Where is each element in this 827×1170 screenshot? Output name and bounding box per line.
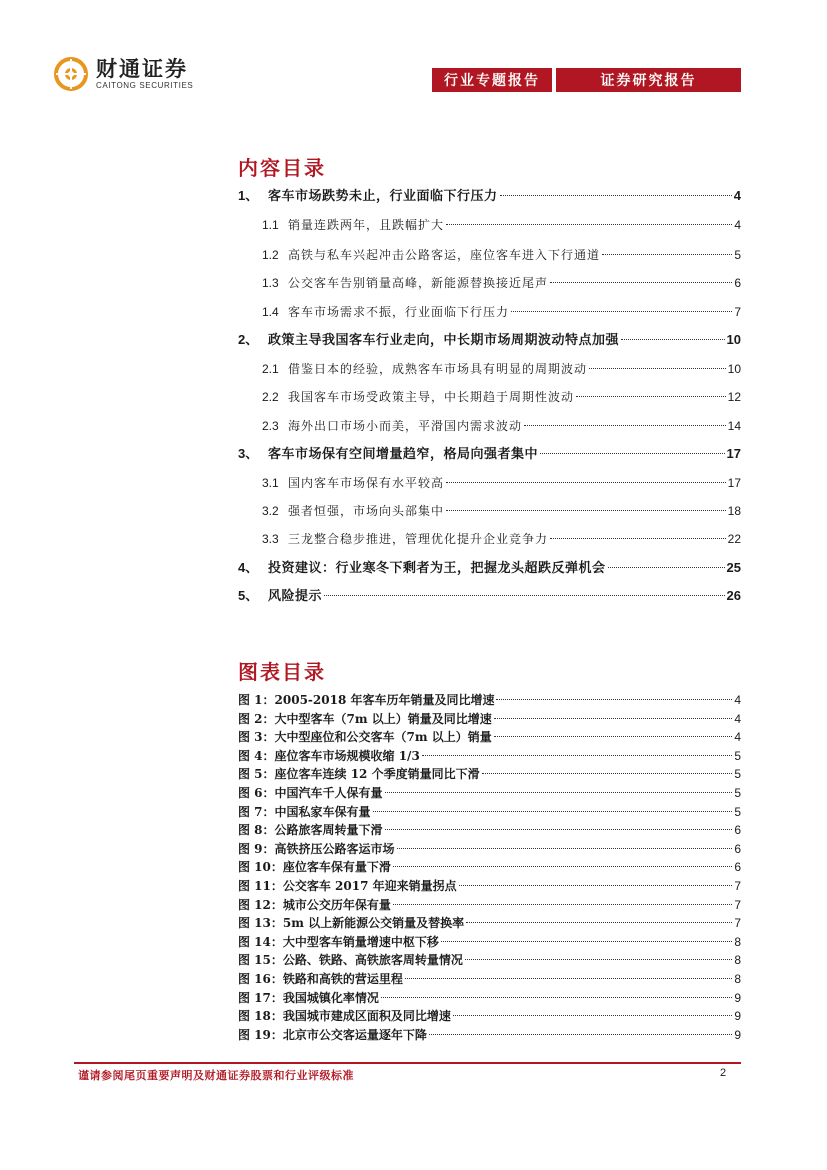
toc-entry[interactable] xyxy=(262,388,741,406)
figure-entry[interactable] xyxy=(238,952,741,968)
figure-entry-page: 5 xyxy=(734,767,741,781)
figure-entry-page: 9 xyxy=(734,1028,741,1042)
figure-entry-title: 图 5：座位客车连续 12 个季度销量同比下滑 xyxy=(238,767,480,781)
figure-entry-title: 图 10：座位客车保有量下滑 xyxy=(238,860,391,874)
toc-entry-number: 2.2 xyxy=(262,390,279,404)
figure-entry[interactable] xyxy=(238,915,741,931)
figure-leader-dots xyxy=(429,1034,732,1035)
toc-entry-page: 5 xyxy=(734,248,741,262)
toc-leader-dots xyxy=(446,510,726,511)
figure-leader-dots xyxy=(459,885,733,886)
figure-entry-page: 8 xyxy=(734,972,741,986)
figure-entry[interactable] xyxy=(238,766,741,782)
report-type-tag: 行业专题报告 xyxy=(432,68,552,92)
figure-entry-title: 图 14：大中型客车销量增速中枢下移 xyxy=(238,935,439,949)
toc-entry-number: 1.2 xyxy=(262,248,279,262)
figure-entry-title: 图 13：5m 以上新能源公交销量及替换率 xyxy=(238,916,465,930)
toc-leader-dots xyxy=(446,224,732,225)
figure-leader-dots xyxy=(494,736,733,737)
toc-entry[interactable] xyxy=(262,274,741,292)
toc-title: 内容目录 xyxy=(238,156,326,180)
figure-entry-title: 图 18：我国城市建成区面积及同比增速 xyxy=(238,1009,451,1023)
figure-entry-page: 9 xyxy=(734,1009,741,1023)
toc-entry-page: 12 xyxy=(727,390,741,404)
toc-leader-dots xyxy=(500,195,732,196)
toc-entry-number: 4、 xyxy=(238,560,259,575)
figure-entry-page: 7 xyxy=(734,916,741,930)
figure-leader-dots xyxy=(381,997,732,998)
figure-entry[interactable] xyxy=(238,1027,741,1043)
toc-entry-title: 公交客车告别销量高峰，新能源替换接近尾声 xyxy=(288,276,549,290)
toc-entry[interactable] xyxy=(238,445,741,463)
toc-entry-page: 17 xyxy=(726,446,741,461)
figure-leader-dots xyxy=(393,866,732,867)
toc-entry-page: 4 xyxy=(733,188,741,203)
figure-leader-dots xyxy=(422,755,733,756)
figure-entry[interactable] xyxy=(238,729,741,745)
toc-entry-title: 客车市场保有空间增量趋窄，格局向强者集中 xyxy=(268,447,539,462)
figure-entry-page: 6 xyxy=(734,823,741,837)
figure-entry-title: 图 12：城市公交历年保有量 xyxy=(238,898,391,912)
figure-entry-title: 图 9：高铁挤压公路客运市场 xyxy=(238,842,395,856)
toc-entry-page: 14 xyxy=(727,419,741,433)
figure-entry-title: 图 8：公路旅客周转量下滑 xyxy=(238,823,383,837)
logo-chinese-name: 财通证券 xyxy=(96,55,188,81)
figure-entry[interactable] xyxy=(238,748,741,764)
toc-leader-dots xyxy=(608,567,725,568)
toc-entry-title: 国内客车市场保有水平较高 xyxy=(288,476,445,490)
toc-entry[interactable] xyxy=(262,530,741,548)
toc-entry[interactable] xyxy=(262,360,741,378)
toc-entry-page: 6 xyxy=(734,276,741,290)
company-logo xyxy=(52,56,193,92)
toc-entry-page: 26 xyxy=(726,588,741,603)
toc-leader-dots xyxy=(602,254,732,255)
figure-leader-dots xyxy=(397,848,733,849)
toc-entry-title: 风险提示 xyxy=(268,589,323,604)
page-number: 2 xyxy=(720,1067,727,1079)
toc-entry[interactable] xyxy=(262,474,741,492)
toc-leader-dots xyxy=(324,595,725,596)
figure-leader-dots xyxy=(405,978,732,979)
toc-entry[interactable] xyxy=(238,331,741,349)
figure-entry-title: 图 4：座位客车市场规模收缩 1/3 xyxy=(238,749,420,763)
figure-entry[interactable] xyxy=(238,804,741,820)
toc-entry-title: 我国客车市场受政策主导，中长期趋于周期性波动 xyxy=(288,390,575,404)
figure-entry-page: 5 xyxy=(734,786,741,800)
figure-entry[interactable] xyxy=(238,971,741,987)
toc-entry-title: 海外出口市场小而美，平滑国内需求波动 xyxy=(288,419,523,433)
figure-leader-dots xyxy=(441,941,732,942)
figure-entry-page: 5 xyxy=(734,805,741,819)
toc-entry-number: 5、 xyxy=(238,588,259,603)
toc-entry-number: 3.3 xyxy=(262,532,279,546)
figure-entry[interactable] xyxy=(238,822,741,838)
figure-leader-dots xyxy=(453,1015,732,1016)
figure-entry[interactable] xyxy=(238,897,741,913)
toc-leader-dots xyxy=(511,311,732,312)
figure-leader-dots xyxy=(373,811,733,812)
toc-entry[interactable] xyxy=(262,303,741,321)
toc-entry[interactable] xyxy=(262,502,741,520)
report-category-tag: 证券研究报告 xyxy=(556,68,741,92)
logo-english-name: CAITONG SECURITIES xyxy=(96,80,194,90)
figure-entry-title: 图 6：中国汽车千人保有量 xyxy=(238,786,383,800)
figure-entry[interactable] xyxy=(238,990,741,1006)
figure-entry[interactable] xyxy=(238,711,741,727)
toc-entry-page: 7 xyxy=(734,305,741,319)
figure-leader-dots xyxy=(494,718,733,719)
figure-entry-page: 5 xyxy=(734,749,741,763)
figure-entry-page: 6 xyxy=(734,860,741,874)
toc-entry-number: 1.3 xyxy=(262,276,279,290)
toc-leader-dots xyxy=(589,368,726,369)
footer-divider xyxy=(74,1062,741,1064)
figure-entry-title: 图 2：大中型客车（7m 以上）销量及同比增速 xyxy=(238,712,492,726)
toc-entry-page: 4 xyxy=(734,218,741,232)
figure-leader-dots xyxy=(496,699,732,700)
figure-entry-title: 图 15：公路、铁路、高铁旅客周转量情况 xyxy=(238,953,463,967)
figure-entry[interactable] xyxy=(238,841,741,857)
toc-entry-title: 销量连跌两年，且跌幅扩大 xyxy=(288,218,445,232)
toc-entry-title: 客车市场需求不振，行业面临下行压力 xyxy=(288,305,510,319)
figure-entry-title: 图 11：公交客车 2017 年迎来销量拐点 xyxy=(238,879,457,893)
toc-entry-number: 1.4 xyxy=(262,305,279,319)
figure-entry-page: 8 xyxy=(734,953,741,967)
toc-entry-page: 10 xyxy=(726,332,741,347)
toc-entry-number: 2.3 xyxy=(262,419,279,433)
figure-entry-title: 图 19：北京市公交客运量逐年下降 xyxy=(238,1028,427,1042)
toc-entry-title: 投资建议：行业寒冬下剩者为王，把握龙头超跌反弹机会 xyxy=(268,561,606,576)
toc-leader-dots xyxy=(550,538,726,539)
figure-entry-page: 9 xyxy=(734,991,741,1005)
figure-entry-title: 图 3：大中型座位和公交客车（7m 以上）销量 xyxy=(238,730,492,744)
toc-entry-title: 政策主导我国客车行业走向，中长期市场周期波动特点加强 xyxy=(268,333,620,348)
toc-entry[interactable] xyxy=(238,587,741,605)
toc-entry-number: 3.2 xyxy=(262,504,279,518)
toc-leader-dots xyxy=(540,453,725,454)
toc-entry-number: 3、 xyxy=(238,446,259,461)
toc-leader-dots xyxy=(576,396,726,397)
figure-leader-dots xyxy=(482,773,733,774)
toc-entry[interactable] xyxy=(262,246,741,264)
toc-entry-title: 强者恒强，市场向头部集中 xyxy=(288,504,445,518)
figure-leader-dots xyxy=(393,904,732,905)
toc-leader-dots xyxy=(446,482,726,483)
toc-entry-title: 高铁与私车兴起冲击公路客运，座位客车进入下行通道 xyxy=(288,248,601,262)
toc-entry-page: 17 xyxy=(727,476,741,490)
toc-entry-title: 三龙整合稳步推进，管理优化提升企业竞争力 xyxy=(288,532,549,546)
figure-leader-dots xyxy=(385,829,733,830)
toc-leader-dots xyxy=(524,425,726,426)
figure-entry-title: 图 17：我国城镇化率情况 xyxy=(238,991,379,1005)
figure-entry-page: 7 xyxy=(734,898,741,912)
figure-entry[interactable] xyxy=(238,1008,741,1024)
figure-entry-page: 4 xyxy=(734,712,741,726)
toc-entry-number: 3.1 xyxy=(262,476,279,490)
figure-leader-dots xyxy=(466,922,732,923)
figure-leader-dots xyxy=(385,792,733,793)
figure-entry-page: 4 xyxy=(734,730,741,744)
footer-disclaimer[interactable]: 谨请参阅尾页重要声明及财通证券股票和行业评级标准 xyxy=(78,1069,354,1082)
logo-mark-icon xyxy=(52,56,90,92)
toc-entry[interactable] xyxy=(238,559,741,577)
toc-entry[interactable] xyxy=(262,216,741,234)
toc-leader-dots xyxy=(621,339,725,340)
toc-entry-page: 22 xyxy=(727,532,741,546)
toc-entry[interactable] xyxy=(262,417,741,435)
figure-entry-title: 图 7：中国私家车保有量 xyxy=(238,805,371,819)
toc-entry-number: 1、 xyxy=(238,188,259,203)
toc-entry-number: 2、 xyxy=(238,332,259,347)
figure-entry[interactable] xyxy=(238,878,741,894)
figure-entry[interactable] xyxy=(238,785,741,801)
figure-entry[interactable] xyxy=(238,934,741,950)
figure-entry[interactable] xyxy=(238,692,741,708)
figure-entry-page: 6 xyxy=(734,842,741,856)
figure-toc-title: 图表目录 xyxy=(238,660,326,684)
toc-leader-dots xyxy=(550,282,732,283)
figure-entry-title: 图 16：铁路和高铁的营运里程 xyxy=(238,972,403,986)
figure-entry-title: 图 1：2005-2018 年客车历年销量及同比增速 xyxy=(238,693,495,707)
toc-entry-number: 2.1 xyxy=(262,362,279,376)
toc-entry[interactable] xyxy=(238,187,741,205)
toc-entry-title: 客车市场跌势未止，行业面临下行压力 xyxy=(268,189,498,204)
figure-entry-page: 4 xyxy=(734,693,741,707)
figure-entry-page: 8 xyxy=(734,935,741,949)
figure-entry[interactable] xyxy=(238,859,741,875)
figure-entry-page: 7 xyxy=(734,879,741,893)
toc-entry-page: 25 xyxy=(726,560,741,575)
toc-entry-page: 18 xyxy=(727,504,741,518)
toc-entry-page: 10 xyxy=(727,362,741,376)
toc-entry-title: 借鉴日本的经验，成熟客车市场具有明显的周期波动 xyxy=(288,362,588,376)
toc-entry-number: 1.1 xyxy=(262,218,279,232)
figure-leader-dots xyxy=(465,959,732,960)
